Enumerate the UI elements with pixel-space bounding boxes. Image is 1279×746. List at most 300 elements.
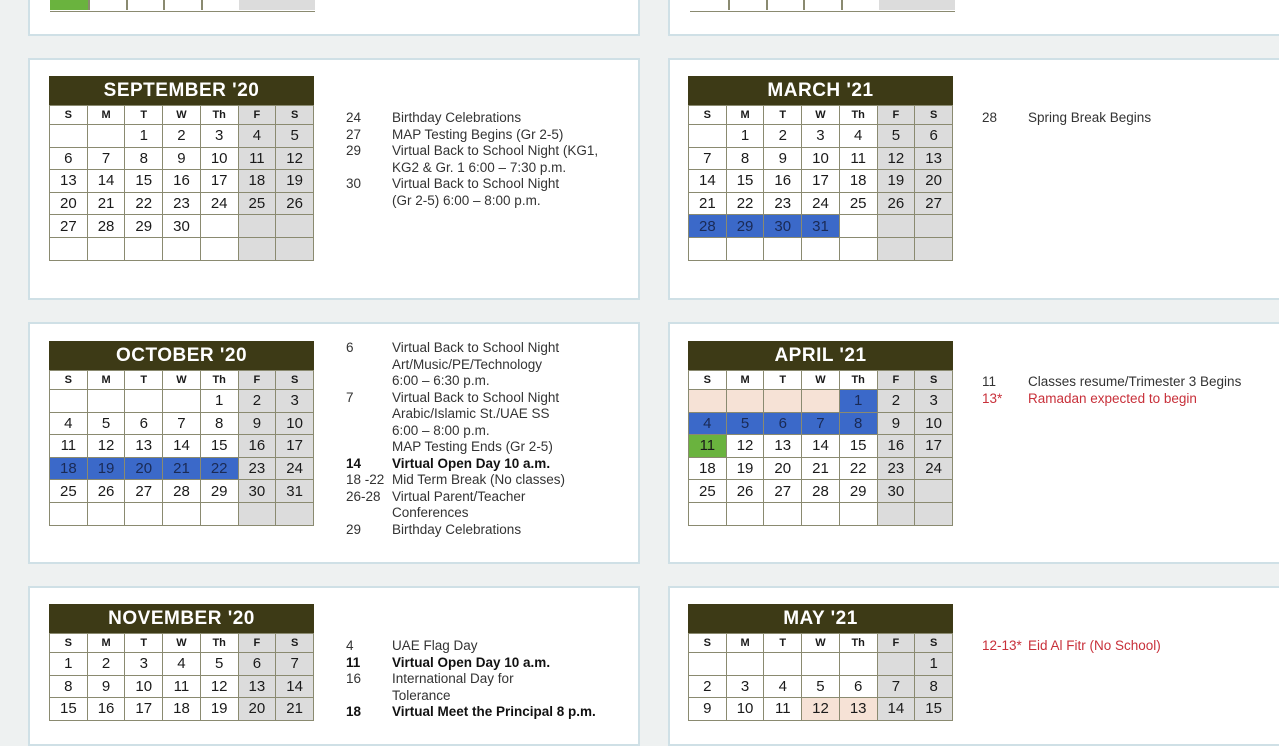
day-cell: 10 <box>915 412 953 435</box>
day-cell: 25 <box>839 192 877 215</box>
day-cell: 29 <box>200 480 238 503</box>
day-cell: 16 <box>87 698 125 721</box>
week-row <box>689 435 953 458</box>
day-cell: 30 <box>163 215 201 238</box>
day-cell: 1 <box>726 125 764 148</box>
day-cell: 10 <box>802 147 840 170</box>
day-cell: 19 <box>877 170 915 193</box>
event-item <box>982 638 1272 655</box>
week-row <box>689 147 953 170</box>
week-row <box>689 125 953 148</box>
day-cell: 29 <box>726 215 764 238</box>
event-text: Arabic/Islamic St./UAE SS <box>392 406 550 421</box>
day-cell: 4 <box>689 412 727 435</box>
calendar-panel-top-left <box>28 0 640 36</box>
weekday-header: S <box>689 371 727 390</box>
weekday-header: Th <box>839 634 877 653</box>
event-item <box>346 193 636 210</box>
day-cell: 19 <box>726 457 764 480</box>
day-cell: 18 <box>238 170 276 193</box>
event-text: Virtual Open Day 10 a.m. <box>392 455 551 471</box>
calendar-grid <box>688 370 953 526</box>
month-october <box>49 341 314 526</box>
day-cell <box>163 237 201 260</box>
day-cell: 21 <box>689 192 727 215</box>
day-cell <box>764 502 802 525</box>
event-item <box>346 357 636 374</box>
day-cell: 3 <box>125 653 163 676</box>
events-may <box>982 638 1272 655</box>
weekday-header: Th <box>839 106 877 125</box>
day-cell <box>877 237 915 260</box>
week-row <box>50 502 314 525</box>
day-cell: 2 <box>87 653 125 676</box>
week-row <box>689 457 953 480</box>
day-cell <box>125 502 163 525</box>
day-cell: 18 <box>839 170 877 193</box>
weekday-header: W <box>163 106 201 125</box>
day-cell: 13 <box>915 147 953 170</box>
weekday-header: S <box>689 106 727 125</box>
day-cell: 11 <box>839 147 877 170</box>
day-cell: 7 <box>87 147 125 170</box>
day-cell: 17 <box>915 435 953 458</box>
day-cell: 6 <box>238 653 276 676</box>
calendar-panel-top-right <box>668 0 1279 36</box>
day-cell: 31 <box>276 480 314 503</box>
weekday-header: W <box>802 634 840 653</box>
day-cell: 21 <box>802 457 840 480</box>
event-item <box>346 489 636 506</box>
event-text: UAE Flag Day <box>392 638 478 653</box>
event-text: Virtual Parent/Teacher <box>392 488 526 504</box>
event-text: Virtual Back to School Night <box>392 340 560 355</box>
events-november <box>346 638 636 721</box>
event-text: MAP Testing Ends (Gr 2-5) <box>392 439 553 454</box>
event-date <box>346 688 392 705</box>
day-cell <box>915 502 953 525</box>
day-cell <box>125 237 163 260</box>
weekday-header: F <box>877 106 915 125</box>
day-cell <box>200 502 238 525</box>
event-item <box>346 390 636 407</box>
month-title: MAY '21 <box>688 604 953 633</box>
day-cell <box>915 215 953 238</box>
event-text: Eid Al Fitr (No School) <box>1028 638 1161 653</box>
event-item <box>346 505 636 522</box>
event-text: Spring Break Begins <box>1028 110 1152 125</box>
event-item <box>346 688 636 705</box>
day-cell: 6 <box>125 412 163 435</box>
day-cell: 20 <box>50 192 88 215</box>
day-cell: 5 <box>877 125 915 148</box>
event-text: Ramadan expected to begin <box>1028 390 1197 406</box>
day-cell <box>200 215 238 238</box>
day-cell: 14 <box>802 435 840 458</box>
day-cell: 14 <box>276 675 314 698</box>
week-row <box>689 653 953 676</box>
day-cell <box>689 653 727 676</box>
week-row <box>689 215 953 238</box>
day-cell <box>238 502 276 525</box>
day-cell: 14 <box>689 170 727 193</box>
day-cell: 2 <box>163 125 201 148</box>
day-cell: 1 <box>200 390 238 413</box>
day-cell: 24 <box>276 457 314 480</box>
day-cell: 4 <box>764 675 802 698</box>
day-cell: 20 <box>764 457 802 480</box>
day-cell: 13 <box>125 435 163 458</box>
day-cell: 11 <box>238 147 276 170</box>
event-date <box>346 193 392 210</box>
day-cell: 14 <box>877 698 915 721</box>
day-cell: 22 <box>726 192 764 215</box>
event-text: (Gr 2-5) 6:00 – 8:00 p.m. <box>392 192 541 208</box>
day-cell: 15 <box>50 698 88 721</box>
day-cell: 17 <box>200 170 238 193</box>
day-cell: 19 <box>276 170 314 193</box>
event-item <box>346 373 636 390</box>
day-cell: 11 <box>50 435 88 458</box>
event-date: 12-13* <box>982 638 1022 653</box>
weekday-header: S <box>915 106 953 125</box>
weekday-header: S <box>276 634 314 653</box>
day-cell <box>764 390 802 413</box>
day-cell: 10 <box>125 675 163 698</box>
month-april <box>688 341 953 526</box>
weekday-header: F <box>238 371 276 390</box>
calendar-grid <box>49 633 314 721</box>
day-cell: 6 <box>915 125 953 148</box>
day-cell: 6 <box>839 675 877 698</box>
day-cell: 27 <box>915 192 953 215</box>
week-row <box>50 457 314 480</box>
day-cell: 22 <box>200 457 238 480</box>
day-cell: 1 <box>50 653 88 676</box>
week-row <box>689 390 953 413</box>
weekday-header: M <box>726 371 764 390</box>
event-text: Virtual Meet the Principal 8 p.m. <box>392 704 596 719</box>
event-item <box>346 655 636 672</box>
day-cell <box>87 390 125 413</box>
weekday-header: F <box>238 634 276 653</box>
day-cell: 7 <box>276 653 314 676</box>
day-cell <box>726 502 764 525</box>
day-cell: 28 <box>802 480 840 503</box>
event-text: International Day for <box>392 671 514 686</box>
weekday-header: M <box>726 634 764 653</box>
day-cell: 19 <box>87 457 125 480</box>
day-cell <box>839 653 877 676</box>
month-title: MARCH '21 <box>688 76 953 105</box>
day-cell: 6 <box>50 147 88 170</box>
event-date: 11 <box>982 374 997 389</box>
day-cell <box>839 237 877 260</box>
day-cell <box>689 390 727 413</box>
weekday-header: T <box>764 634 802 653</box>
day-cell: 27 <box>764 480 802 503</box>
event-item <box>346 143 636 160</box>
day-cell: 26 <box>276 192 314 215</box>
weekday-header: T <box>125 634 163 653</box>
event-text: 6:00 – 6:30 p.m. <box>392 373 490 388</box>
day-cell: 9 <box>238 412 276 435</box>
day-cell: 8 <box>915 675 953 698</box>
day-cell: 15 <box>200 435 238 458</box>
day-cell: 1 <box>839 390 877 413</box>
day-cell: 14 <box>163 435 201 458</box>
day-cell <box>238 237 276 260</box>
day-cell: 8 <box>200 412 238 435</box>
day-cell: 28 <box>87 215 125 238</box>
day-cell <box>726 237 764 260</box>
event-date <box>346 373 392 390</box>
day-cell: 2 <box>877 390 915 413</box>
event-text: Mid Term Break (No classes) <box>392 472 566 487</box>
day-cell: 6 <box>764 412 802 435</box>
weekday-header: S <box>276 106 314 125</box>
day-cell: 8 <box>726 147 764 170</box>
day-cell: 24 <box>200 192 238 215</box>
event-date <box>346 406 392 423</box>
weekday-header: T <box>764 371 802 390</box>
day-cell: 11 <box>689 435 727 458</box>
day-cell: 15 <box>839 435 877 458</box>
week-row <box>689 502 953 525</box>
week-row <box>689 170 953 193</box>
day-cell <box>276 502 314 525</box>
day-cell: 8 <box>839 412 877 435</box>
event-date: 29 <box>346 521 362 537</box>
day-cell <box>50 237 88 260</box>
partial-grid-top-left <box>50 0 315 12</box>
event-date <box>346 505 392 522</box>
week-row <box>50 170 314 193</box>
day-cell: 11 <box>163 675 201 698</box>
day-cell: 12 <box>200 675 238 698</box>
weekday-header: S <box>50 371 88 390</box>
day-cell: 3 <box>915 390 953 413</box>
event-date: 26-28 <box>346 488 381 504</box>
event-item <box>346 671 636 688</box>
day-cell: 10 <box>726 698 764 721</box>
partial-grid-top-right <box>690 0 955 12</box>
day-cell <box>163 502 201 525</box>
day-cell: 26 <box>877 192 915 215</box>
weekday-header: S <box>915 371 953 390</box>
day-cell: 26 <box>726 480 764 503</box>
month-november <box>49 604 314 721</box>
day-cell: 30 <box>764 215 802 238</box>
event-text: Classes resume/Trimester 3 Begins <box>1028 374 1242 389</box>
weekday-header: S <box>915 634 953 653</box>
event-item <box>346 110 636 127</box>
event-item <box>346 456 636 473</box>
day-cell: 5 <box>276 125 314 148</box>
event-item <box>346 127 636 144</box>
day-cell <box>802 502 840 525</box>
event-item <box>346 340 636 357</box>
day-cell: 1 <box>125 125 163 148</box>
day-cell <box>689 502 727 525</box>
day-cell: 13 <box>839 698 877 721</box>
weekday-header: T <box>764 106 802 125</box>
event-date: 16 <box>346 671 362 686</box>
day-cell: 2 <box>238 390 276 413</box>
event-date: 7 <box>346 389 354 405</box>
day-cell: 21 <box>87 192 125 215</box>
day-cell <box>689 237 727 260</box>
calendar-grid <box>49 105 314 261</box>
day-cell: 7 <box>877 675 915 698</box>
week-row <box>50 192 314 215</box>
day-cell: 23 <box>238 457 276 480</box>
weekday-header: W <box>802 371 840 390</box>
event-date: 11 <box>346 654 361 670</box>
calendar-grid <box>688 105 953 261</box>
weekday-header: M <box>87 634 125 653</box>
weekday-header: S <box>689 634 727 653</box>
weekday-header: M <box>87 106 125 125</box>
events-september <box>346 110 636 209</box>
day-cell: 8 <box>50 675 88 698</box>
day-cell <box>802 237 840 260</box>
event-date <box>346 357 392 374</box>
day-cell: 25 <box>50 480 88 503</box>
day-cell: 15 <box>125 170 163 193</box>
weekday-header: F <box>238 106 276 125</box>
event-date: 30 <box>346 176 362 191</box>
day-cell: 11 <box>764 698 802 721</box>
weekday-header: S <box>50 106 88 125</box>
event-item <box>346 522 636 539</box>
day-cell: 24 <box>915 457 953 480</box>
week-row <box>50 435 314 458</box>
day-cell <box>764 653 802 676</box>
day-cell: 4 <box>238 125 276 148</box>
event-date: 24 <box>346 110 362 125</box>
day-cell <box>50 125 88 148</box>
event-date: 18 <box>346 704 362 719</box>
weekday-header: M <box>87 371 125 390</box>
day-cell <box>877 502 915 525</box>
weekday-header: F <box>877 371 915 390</box>
month-title: SEPTEMBER '20 <box>49 76 314 105</box>
day-cell <box>839 215 877 238</box>
day-cell: 12 <box>276 147 314 170</box>
calendar-grid <box>49 370 314 526</box>
day-cell: 30 <box>238 480 276 503</box>
day-cell <box>915 480 953 503</box>
weekday-header: F <box>877 634 915 653</box>
event-item <box>982 374 1277 391</box>
day-cell: 17 <box>276 435 314 458</box>
event-text: Birthday Celebrations <box>392 521 522 537</box>
weekday-header: Th <box>200 371 238 390</box>
month-title: OCTOBER '20 <box>49 341 314 370</box>
event-text: Virtual Back to School Night <box>392 389 560 405</box>
day-cell <box>163 390 201 413</box>
day-cell: 27 <box>125 480 163 503</box>
day-cell: 1 <box>915 653 953 676</box>
day-cell <box>877 653 915 676</box>
day-cell <box>689 125 727 148</box>
weekday-header: W <box>163 634 201 653</box>
event-item <box>346 439 636 456</box>
day-cell: 5 <box>726 412 764 435</box>
day-cell: 12 <box>87 435 125 458</box>
month-title: APRIL '21 <box>688 341 953 370</box>
week-row <box>689 192 953 215</box>
event-item <box>982 110 1272 127</box>
day-cell: 12 <box>877 147 915 170</box>
weekday-header: T <box>125 371 163 390</box>
day-cell: 7 <box>802 412 840 435</box>
weekday-header: Th <box>200 106 238 125</box>
day-cell: 15 <box>726 170 764 193</box>
day-cell: 17 <box>802 170 840 193</box>
event-text: 6:00 – 8:00 p.m. <box>392 422 490 438</box>
day-cell: 3 <box>802 125 840 148</box>
day-cell: 24 <box>802 192 840 215</box>
event-date <box>346 423 392 440</box>
day-cell: 8 <box>125 147 163 170</box>
day-cell: 21 <box>163 457 201 480</box>
day-cell <box>238 215 276 238</box>
day-cell <box>87 125 125 148</box>
weekday-header: Th <box>200 634 238 653</box>
day-cell: 25 <box>689 480 727 503</box>
event-item <box>346 160 636 177</box>
event-text: KG2 & Gr. 1 6:00 – 7:30 p.m. <box>392 159 567 175</box>
event-date <box>346 160 392 177</box>
day-cell: 14 <box>87 170 125 193</box>
day-cell: 13 <box>238 675 276 698</box>
event-text: Virtual Back to School Night (KG1, <box>392 143 599 158</box>
event-date: 14 <box>346 455 362 471</box>
event-text: Virtual Back to School Night <box>392 176 560 191</box>
day-cell: 25 <box>238 192 276 215</box>
weekday-header: M <box>726 106 764 125</box>
day-cell: 23 <box>764 192 802 215</box>
month-title: NOVEMBER '20 <box>49 604 314 633</box>
day-cell: 9 <box>163 147 201 170</box>
day-cell: 7 <box>689 147 727 170</box>
week-row <box>50 215 314 238</box>
event-date: 27 <box>346 126 362 142</box>
week-row <box>50 147 314 170</box>
event-item <box>346 176 636 193</box>
day-cell: 22 <box>125 192 163 215</box>
day-cell: 9 <box>764 147 802 170</box>
day-cell: 9 <box>87 675 125 698</box>
event-text: Art/Music/PE/Technology <box>392 356 543 372</box>
events-march <box>982 110 1272 127</box>
event-date: 29 <box>346 143 362 158</box>
day-cell: 21 <box>276 698 314 721</box>
day-cell: 3 <box>200 125 238 148</box>
event-text: Conferences <box>392 505 469 520</box>
day-cell: 4 <box>163 653 201 676</box>
day-cell: 18 <box>50 457 88 480</box>
day-cell: 27 <box>50 215 88 238</box>
weekday-header: W <box>163 371 201 390</box>
weekday-header: S <box>276 371 314 390</box>
event-date: 4 <box>346 638 354 653</box>
day-cell: 18 <box>163 698 201 721</box>
day-cell: 16 <box>163 170 201 193</box>
day-cell <box>50 502 88 525</box>
